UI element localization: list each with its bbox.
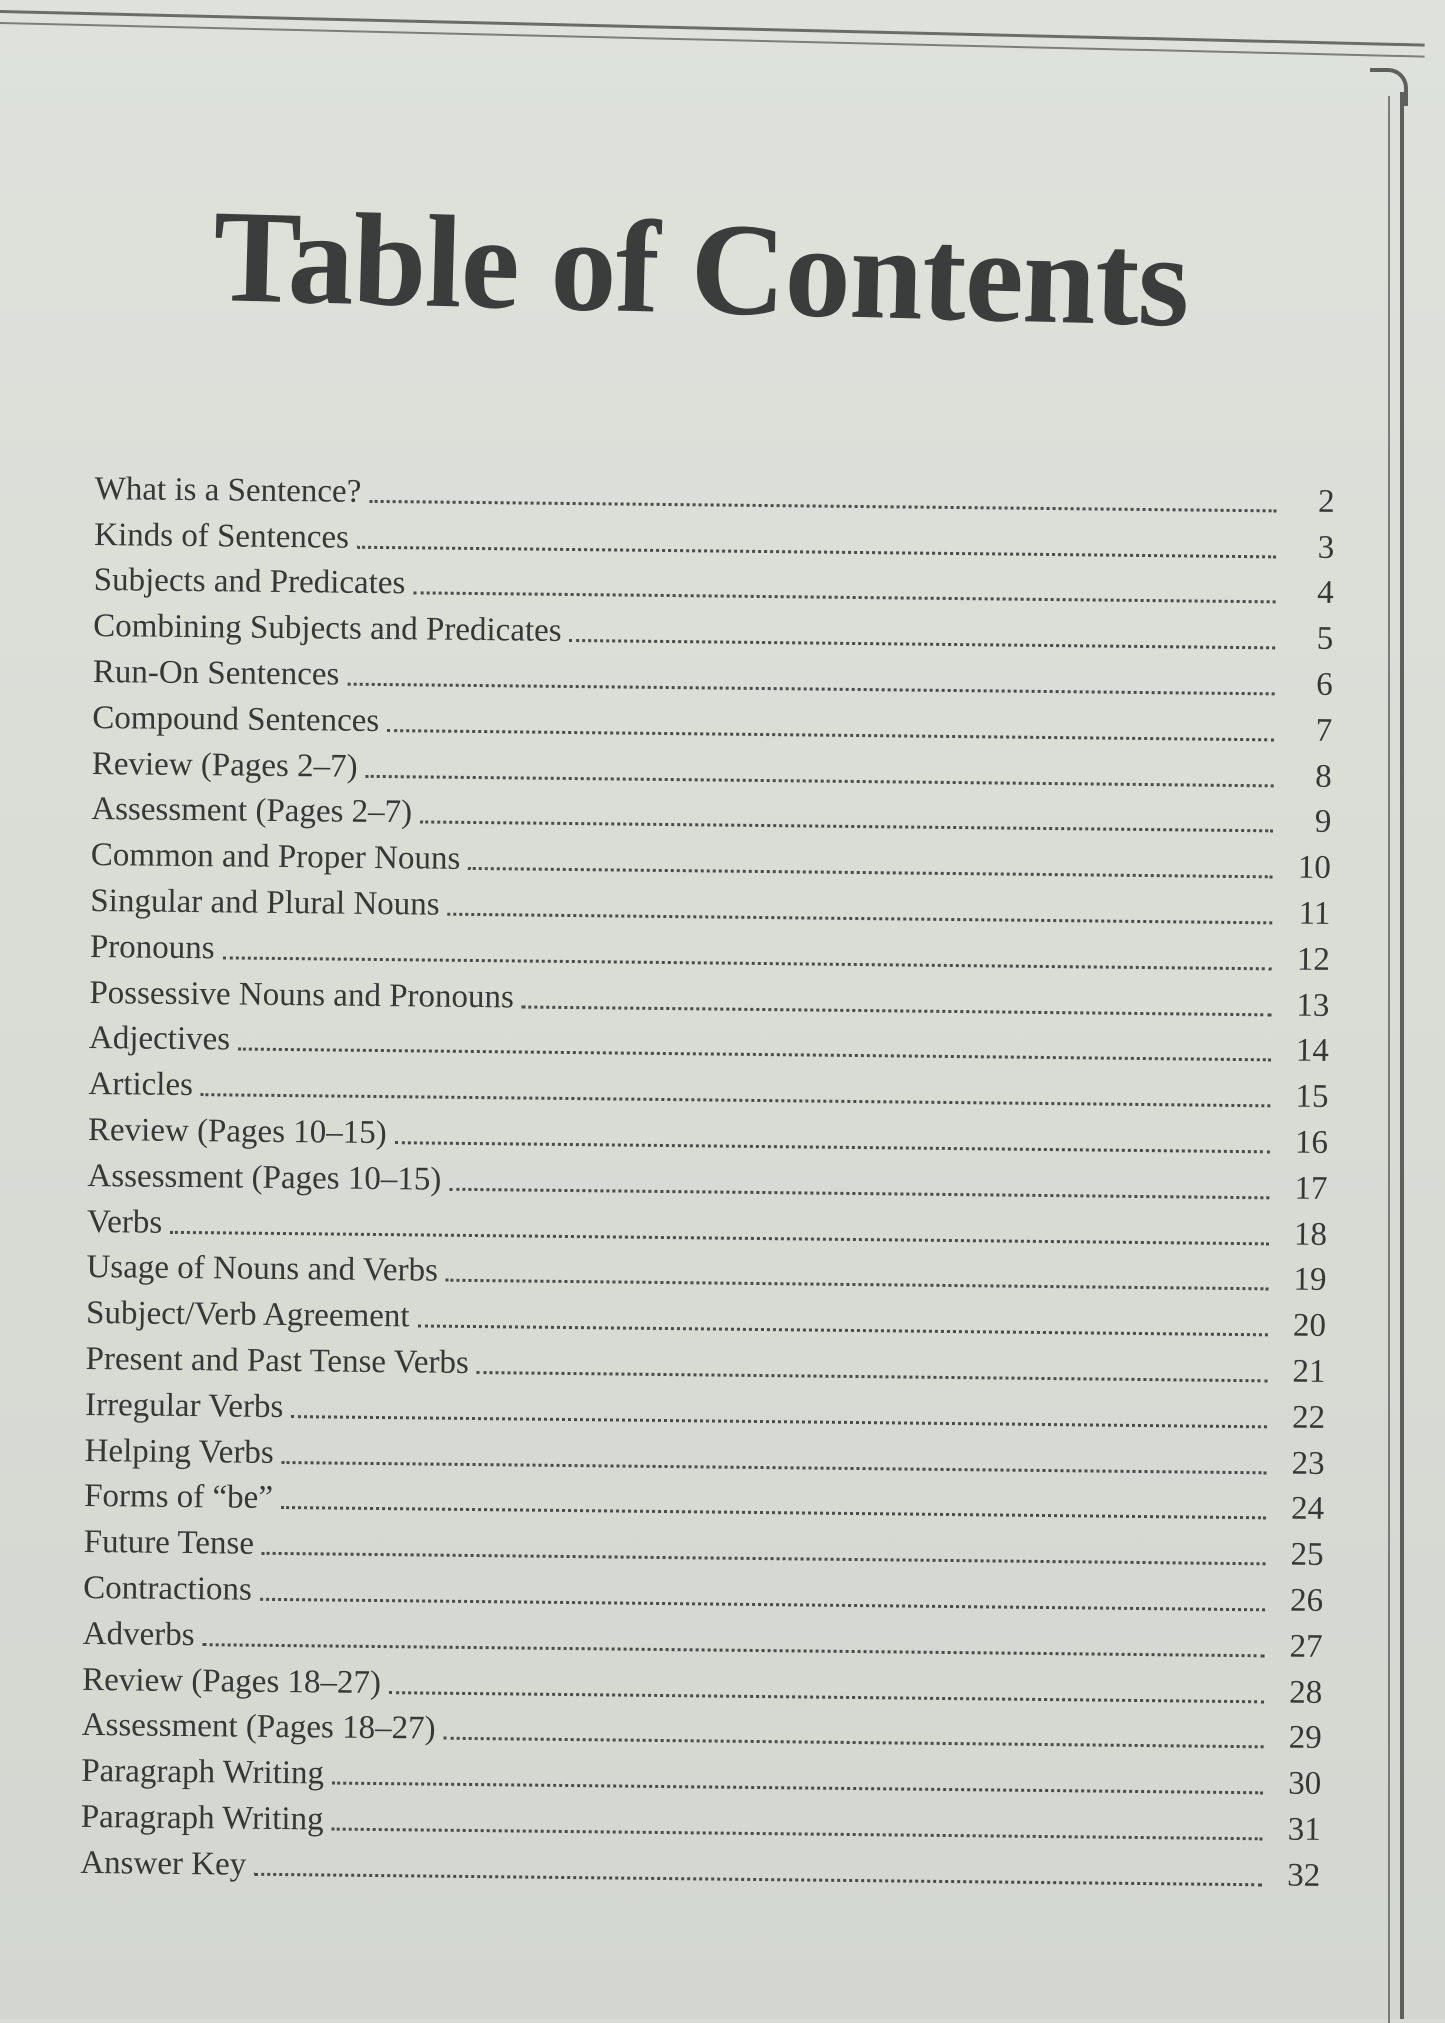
toc-entry-page-number: 29 <box>1288 1719 1322 1757</box>
page-border-right-inner <box>1388 96 1390 2023</box>
toc-entry-page-number: 25 <box>1290 1536 1324 1574</box>
toc-entry-page-number: 3 <box>1317 529 1335 566</box>
dot-leader <box>449 1187 1269 1199</box>
toc-entry-page-number: 31 <box>1287 1811 1321 1848</box>
dot-leader <box>282 1461 1267 1474</box>
toc-entry-label: Forms of “be” <box>83 1478 274 1517</box>
toc-entry-label: Usage of Nouns and Verbs <box>86 1249 439 1289</box>
dot-leader <box>387 729 1274 741</box>
dot-leader <box>254 1872 1262 1886</box>
dot-leader <box>395 1141 1270 1153</box>
toc-entry-label: Review (Pages 18–27) <box>82 1661 382 1701</box>
toc-entry-page-number: 5 <box>1316 620 1334 658</box>
toc-entry-page-number: 27 <box>1289 1628 1323 1665</box>
dot-leader <box>347 683 1274 696</box>
toc-entry-label: Pronouns <box>89 928 215 967</box>
page-title: Table of Contents <box>211 182 1191 355</box>
toc-entry-label: Kinds of Sentences <box>94 516 350 556</box>
toc-entry-page-number: 15 <box>1295 1078 1329 1116</box>
toc-entry-label: Present and Past Tense Verbs <box>85 1340 470 1381</box>
toc-entry-page-number: 14 <box>1295 1032 1330 1070</box>
dot-leader <box>448 913 1273 925</box>
toc-entry-page-number: 12 <box>1296 941 1331 978</box>
toc-entry-label: Adjectives <box>88 1020 231 1058</box>
toc-entry-page-number: 24 <box>1290 1490 1325 1528</box>
toc-entry-label: Assessment (Pages 10–15) <box>87 1157 442 1198</box>
dot-leader <box>477 1371 1268 1382</box>
toc-entry-label: Helping Verbs <box>84 1432 274 1471</box>
toc-entry-label: Combining Subjects and Predicates <box>93 608 562 650</box>
toc-entry-label: Paragraph Writing <box>81 1753 325 1792</box>
dot-leader <box>417 1325 1267 1337</box>
toc-entry-label: Contractions <box>83 1569 253 1608</box>
toc-entry-page-number: 13 <box>1296 987 1330 1024</box>
toc-entry-label: Subjects and Predicates <box>93 562 406 602</box>
toc-entry-page-number: 19 <box>1293 1261 1327 1299</box>
toc-entry-page-number: 4 <box>1317 575 1334 612</box>
toc-entry-page-number: 16 <box>1294 1124 1329 1161</box>
toc-entry-label: Assessment (Pages 2–7) <box>91 791 413 831</box>
dot-leader <box>262 1552 1266 1566</box>
toc-entry-page-number: 18 <box>1293 1216 1328 1253</box>
toc-entry-page-number: 2 <box>1317 483 1335 520</box>
toc-entry-label: Review (Pages 2–7) <box>91 745 358 785</box>
toc-entry-label: Common and Proper Nouns <box>90 837 461 878</box>
toc-entry-label: Possessive Nouns and Pronouns <box>89 974 515 1015</box>
toc-entry-label: Articles <box>88 1066 194 1104</box>
toc-entry-page-number: 6 <box>1316 666 1333 703</box>
toc-entry-label: Assessment (Pages 18–27) <box>81 1707 436 1747</box>
dot-leader <box>291 1415 1267 1428</box>
toc-entry-label: Run-On Sentences <box>92 653 340 693</box>
page-border-right <box>1400 92 1404 2019</box>
toc-entry-page-number: 26 <box>1289 1582 1324 1619</box>
dot-leader <box>369 500 1276 513</box>
dot-leader <box>569 639 1275 649</box>
toc-entry-label: Subject/Verb Agreement <box>85 1295 410 1335</box>
toc-entry-page-number: 10 <box>1297 849 1332 887</box>
toc-entry-label: Verbs <box>86 1203 163 1241</box>
toc-entry-label: Singular and Plural Nouns <box>90 882 440 923</box>
toc-entry-label: Compound Sentences <box>92 699 380 739</box>
toc-entry-page-number: 30 <box>1288 1765 1322 1803</box>
toc-entry-label: Irregular Verbs <box>84 1386 284 1425</box>
dot-leader <box>389 1691 1264 1703</box>
toc-entry-page-number: 8 <box>1315 758 1332 795</box>
toc-entry-page-number: 20 <box>1292 1307 1327 1345</box>
dot-leader <box>260 1598 1265 1612</box>
toc-entry-page-number: 28 <box>1288 1674 1323 1711</box>
toc-entry-label: What is a Sentence? <box>94 470 362 510</box>
toc-entry-page-number: 32 <box>1287 1857 1321 1894</box>
dot-leader <box>331 1827 1262 1840</box>
dot-leader <box>332 1782 1263 1795</box>
dot-leader <box>468 867 1273 878</box>
toc-list <box>80 462 1335 1895</box>
toc-entry-page-number: 9 <box>1314 804 1332 841</box>
toc-entry-label: Answer Key <box>80 1844 247 1883</box>
toc-entry-page-number: 7 <box>1315 712 1333 749</box>
dot-leader <box>420 821 1273 833</box>
dot-leader <box>281 1506 1266 1519</box>
dot-leader <box>413 592 1275 604</box>
toc-entry-label: Paragraph Writing <box>80 1798 324 1838</box>
toc-entry-label: Review (Pages 10–15) <box>87 1111 387 1152</box>
toc-entry-page-number: 17 <box>1294 1170 1328 1207</box>
dot-leader <box>446 1279 1269 1291</box>
dot-leader <box>365 774 1273 787</box>
toc-entry-label: Future Tense <box>83 1524 255 1562</box>
dot-leader <box>443 1737 1263 1749</box>
toc-entry-page-number: 22 <box>1291 1399 1326 1436</box>
toc-entry-page-number: 11 <box>1298 895 1331 932</box>
toc-entry-page-number: 21 <box>1292 1353 1326 1390</box>
dot-leader <box>357 545 1276 558</box>
toc-entry-label: Adverbs <box>82 1615 195 1653</box>
dot-leader <box>522 1005 1272 1016</box>
toc-entry-page-number: 23 <box>1291 1445 1325 1482</box>
